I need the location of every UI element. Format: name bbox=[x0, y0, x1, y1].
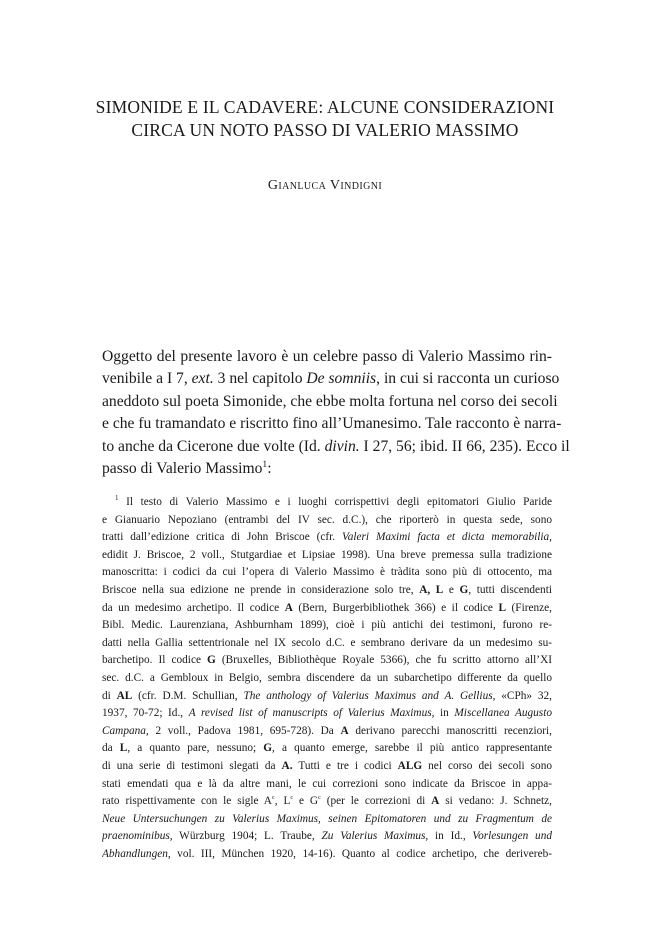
footnote-line: datti nella Gallia settentrionale nel IX secolo d.C. e sembrano derivare da un medesimo su- bbox=[102, 636, 552, 649]
footnote-line: rato rispettivamente con le sigle $A^c$, $L^c$ e $G^c$ (per le correzioni di A si vedano: J. Schnetz, bbox=[102, 794, 552, 808]
body-line: passo di Valerio Massimo$^1$: bbox=[102, 458, 272, 477]
footnote-line: da L, a quanto pare, nessuno; G, a quanto emerge, sarebbe il più antico rappresentante bbox=[102, 742, 552, 755]
footnote-line: Abhandlungen, vol. III, München 1920, 14-16). Quanto al codice archetipo, che derivereb- bbox=[102, 847, 552, 860]
footnote-line: stati emendati qua e là da altre mani, le cui correzioni sono indicate da Briscoe in appa- bbox=[102, 777, 552, 790]
footnote-line: edidit J. Briscoe, 2 voll., Stutgardiae et Lipsiae 1998). Una breve premessa sulla tradizione bbox=[102, 548, 552, 561]
footnote-line: e Gianuario Nepoziano (entrambi del IV sec. d.C.), che riporterò in questa sede, sono bbox=[102, 513, 552, 526]
body-line: e che fu tramandato e riscritto fino all’Umanesimo. Tale racconto è narra- bbox=[102, 415, 562, 433]
body-line: aneddoto sul poeta Simonide, che ebbe molta fortuna nel corso dei secoli bbox=[102, 392, 558, 410]
body-line: Oggetto del presente lavoro è un celebre passo di Valerio Massimo rin- bbox=[102, 348, 552, 365]
footnote-line: da un medesimo archetipo. Il codice A (Bern, Burgerbibliothek 366) e il codice L (Firenze, bbox=[102, 601, 552, 614]
footnote bbox=[102, 494, 552, 863]
body-paragraph bbox=[102, 346, 570, 480]
footnote-line: praenominibus, Würzburg 1904; L. Traube, Zu Valerius Maximus, in Id., Vorlesungen und bbox=[102, 830, 552, 843]
footnote-line: Bibl. Medic. Laurenziana, Ashburnham 1899), cioè i più antichi dei testimoni, furono re- bbox=[102, 619, 552, 632]
footnote-reference: 1 bbox=[262, 458, 268, 470]
title-line-2: CIRCA UN NOTO PASSO DI VALERIO MASSIMO bbox=[131, 120, 519, 140]
footnote-line: di una serie di testimoni slegati da A. Tutti e tre i codici ALG nel corso dei secoli sono bbox=[102, 759, 552, 772]
footnote-line: di AL (cfr. D.M. Schullian, The anthology of Valerius Maximus and A. Gellius, «CPh» 32, bbox=[102, 689, 552, 702]
footnote-line: Briscoe nella sua edizione ne prende in considerazione solo tre, A, L e G, tutti discendenti bbox=[102, 583, 552, 596]
author-name: Gianluca Vindigni bbox=[267, 178, 383, 193]
footnote-line: Campana, 2 voll., Padova 1981, 695-728). Da A derivano parecchi manoscritti recenziori, bbox=[102, 724, 552, 737]
body-line: to anche da Cicerone due volte (Id. divin. I 27, 56; ibid. II 66, 235). Ecco il bbox=[102, 437, 570, 455]
footnote-line: manoscritta: i codici da cui l’opera di Valerio Massimo è tràdita sono più di ottocento, ma bbox=[102, 566, 552, 579]
footnote-marker: 1 bbox=[115, 494, 119, 503]
body-line: venibile a I 7, ext. 3 nel capitolo De somniis, in cui si racconta un curioso bbox=[102, 370, 560, 388]
footnote-line: Neue Untersuchungen zu Valerius Maximus, seinen Epitomatoren und zu Fragmentum de bbox=[102, 812, 552, 825]
footnote-line: 1937, 70-72; Id., A revised list of manuscripts of Valerius Maximus, in Miscellanea Augusto bbox=[102, 707, 552, 720]
footnote-line: tratti dall’edizione critica di John Briscoe (cfr. Valeri Maximi facta et dicta memorabilia, bbox=[102, 531, 552, 544]
article-title bbox=[60, 96, 590, 142]
footnote-line: sec. d.C. a Gembloux in Belgio, sembra discendere da un subarchetipo differente da quello bbox=[102, 671, 552, 684]
title-line-1: SIMONIDE E IL CADAVERE: ALCUNE CONSIDERAZIONI bbox=[95, 97, 555, 117]
footnote-line: $^1$ Il testo di Valerio Massimo e i luoghi corrispettivi degli epitomatori Giulio Paride bbox=[115, 494, 552, 508]
footnote-line: barchetipo. Il codice G (Bruxelles, Bibliothèque Royale 5366), che fu scritto attorno all’XI bbox=[102, 654, 552, 667]
